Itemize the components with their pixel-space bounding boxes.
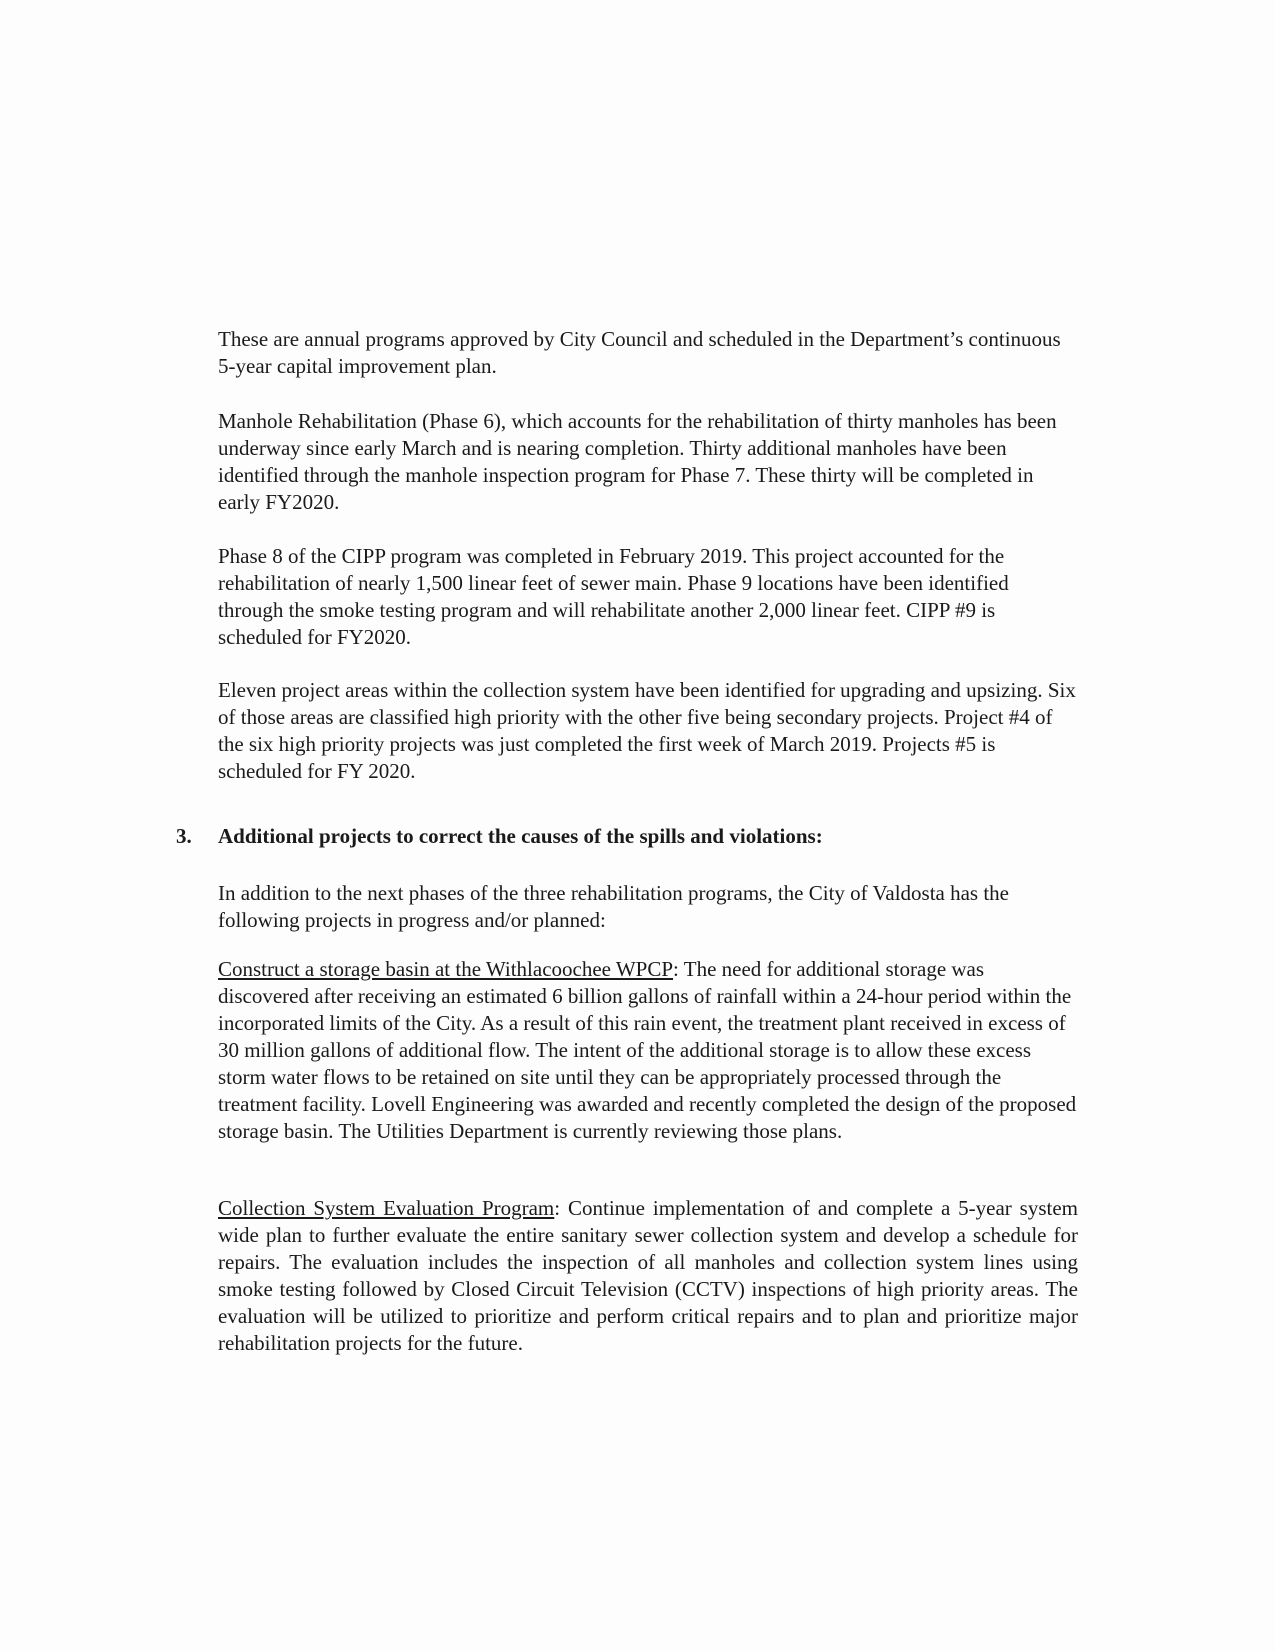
paragraph-annual-programs: These are annual programs approved by City Council and scheduled in the Department’s continuous 5-year capital improvement plan. <box>218 327 1061 378</box>
paragraph-manhole-rehabilitation: Manhole Rehabilitation (Phase 6), which accounts for the rehabilitation of thirty manholes has been underway since early March and is nearing completion. Thirty additional manholes have been identified through the manhole inspection program for Phase 7. These thirty will be completed in early FY2020. <box>218 409 1057 514</box>
paragraph-cipp-program: Phase 8 of the CIPP program was completed in February 2019. This project accounted for the rehabilitation of nearly 1,500 linear feet of sewer main. Phase 9 locations have been identified through the smoke testing program and will rehabilitate another 2,000 linear feet. CIPP #9 is scheduled for FY2020. <box>218 544 1009 649</box>
section-number: 3. <box>176 824 192 848</box>
collection-evaluation-title: Collection System Evaluation Program <box>218 1196 555 1220</box>
storage-basin-item <box>218 956 1078 1145</box>
storage-basin-text: : The need for additional storage was discovered after receiving an estimated 6 billion gallons of rainfall within a 24-hour period within the incorporated limits of the City. As a result of this rain event, the treatment plant received in excess of 30 million gallons of additional flow. The intent of the additional storage is to allow these excess storm water flows to be retained on site until they can be appropriately processed through the treatment facility. Lovell Engineering was awarded and recently completed the design of the proposed storage basin. The Utilities Department is currently reviewing those plans. <box>218 957 1077 1143</box>
section-heading <box>176 823 1076 850</box>
collection-evaluation-item <box>218 1195 1078 1357</box>
collection-evaluation-text: : Continue implementation of and complete a 5-year system wide plan to further evaluate the entire sanitary sewer collection system and develop a schedule for repairs. The evaluation includes the inspection of all manholes and collection system lines using smoke testing followed by Closed Circuit Television (CCTV) inspections of high priority areas. The evaluation will be utilized to prioritize and perform critical repairs and to plan and prioritize major rehabilitation projects for the future. <box>218 1196 1078 1355</box>
storage-basin-title: Construct a storage basin at the Withlacoochee WPCP <box>218 957 674 981</box>
section-heading-text: Additional projects to correct the causes of the spills and violations: <box>218 824 823 848</box>
paragraph-additional-projects-intro: In addition to the next phases of the three rehabilitation programs, the City of Valdosta has the following projects in progress and/or planned: <box>218 881 1010 932</box>
paragraph-upsizing-projects: Eleven project areas within the collection system have been identified for upgrading and upsizing. Six of those areas are classified high priority with the other five being secondary projects. Project #4 of the six high priority projects was just completed the first week of March 2019. Projects #5 is scheduled for FY 2020. <box>218 678 1076 783</box>
